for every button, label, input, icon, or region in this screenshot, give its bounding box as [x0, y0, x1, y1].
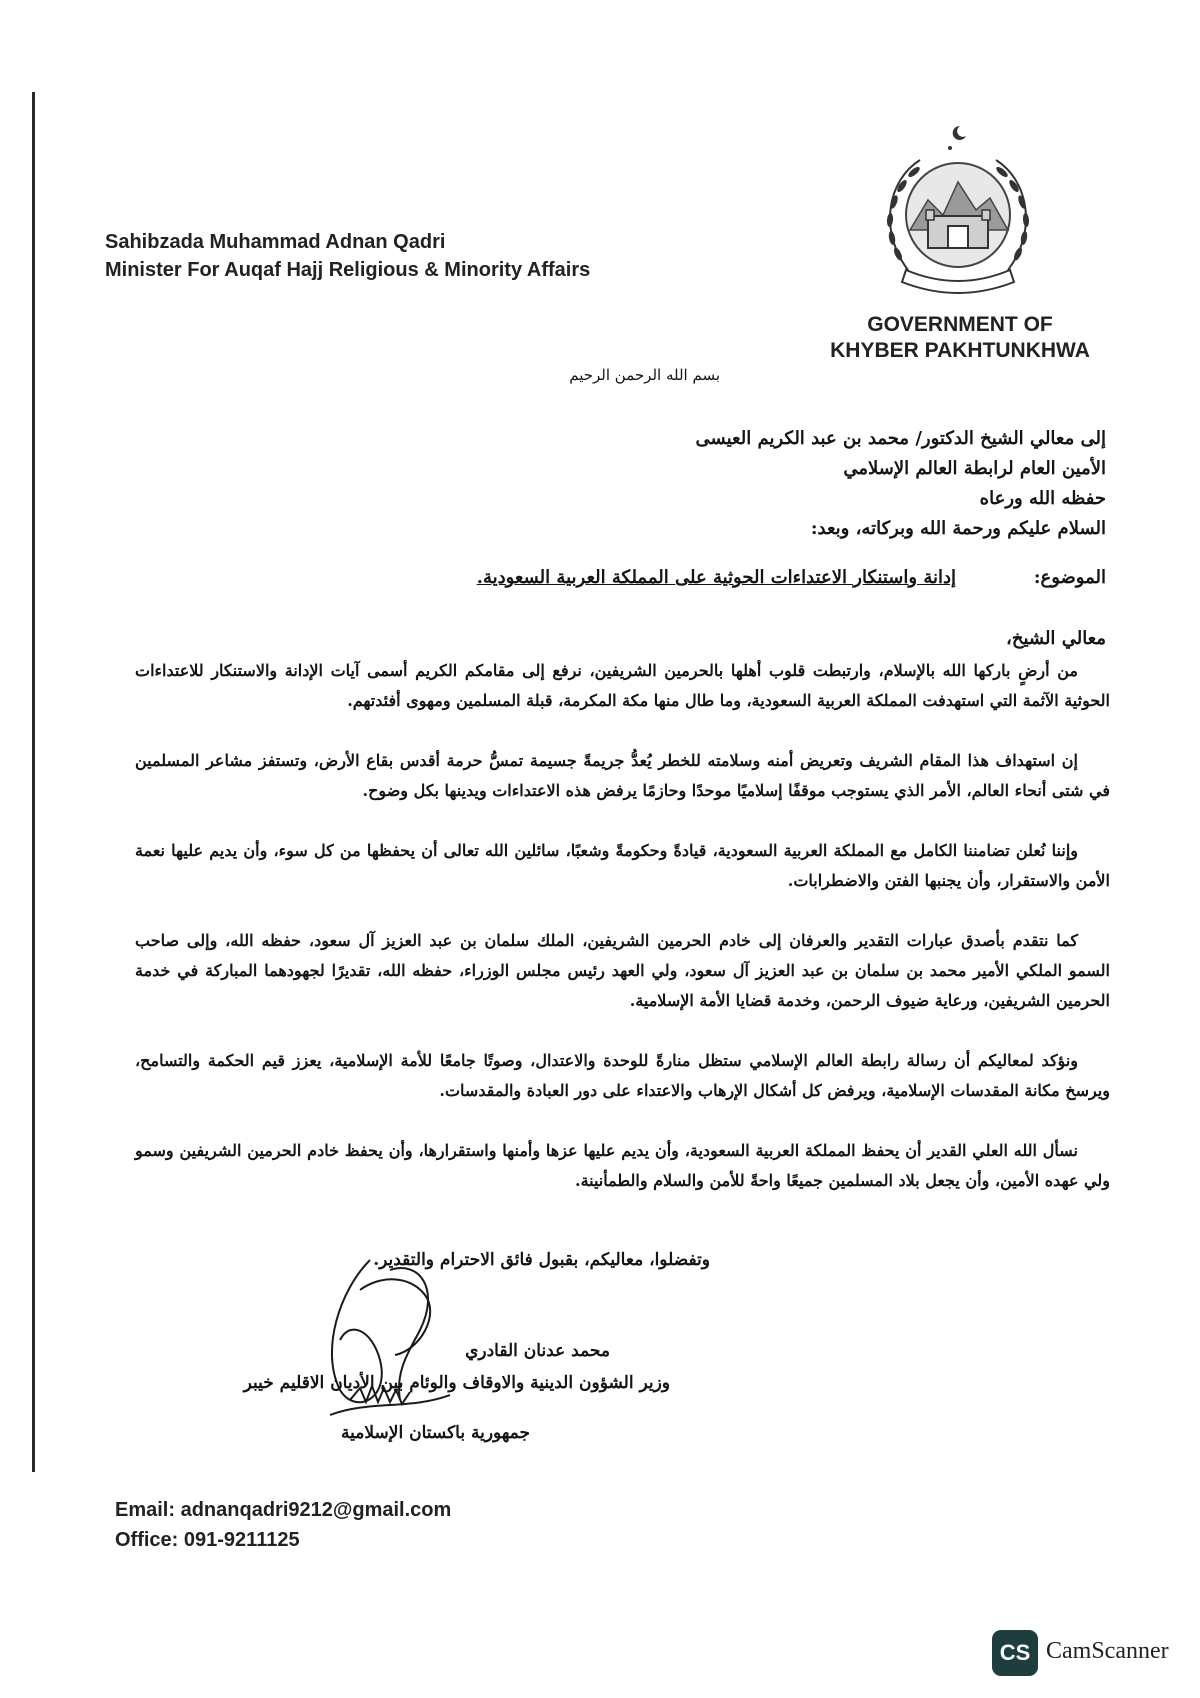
signatory-country: جمهورية باكستان الإسلامية	[341, 1423, 530, 1443]
page-edge-line	[32, 92, 35, 1472]
contact-office: Office: 091-9211125	[115, 1529, 300, 1551]
subject-label: الموضوع:	[1033, 567, 1106, 588]
subject-text: إدانة واستنكار الاعتداءات الحوثية على المملكة العربية السعودية.	[476, 567, 956, 588]
address-line-4: السلام عليكم ورحمة الله وبركاته، وبعد:	[810, 518, 1106, 539]
body-paragraph-6: نسأل الله العلي القدير أن يحفظ المملكة العربية السعودية، وأن يديم عليها عزها وأمنها واستقرارها، وأن يحفظ خادم الحرمين الشريفين وسمو ولي عهده الأمين، وأن يجعل بلاد المسلمين جميعًا واحةً للأمن والسلام والطمأنينة.	[135, 1141, 1110, 1190]
sender-header	[105, 228, 590, 284]
camscanner-label: CamScanner	[1046, 1638, 1169, 1664]
address-line-3: حفظه الله ورعاه	[979, 488, 1106, 509]
camscanner-logo-icon: CS	[992, 1630, 1038, 1676]
closing-line: وتفضلوا، معاليكم، بقبول فائق الاحترام والتقدير.	[373, 1250, 710, 1270]
letter-body	[135, 656, 1110, 1226]
sender-title: Minister For Auqaf Hajj Religious & Minority Affairs	[105, 259, 591, 281]
body-paragraph-3: وإننا نُعلن تضامننا الكامل مع المملكة العربية السعودية، قيادةً وحكومةً وشعبًا، سائلين الله تعالى أن يحفظها من كل سوء، وأن يديم عليها نعمة الأمن والاستقرار، وأن يجنبها الفتن والاضطرابات.	[135, 841, 1110, 890]
signatory-title: وزير الشؤون الدينية والاوقاف والوئام بين الأديان الاقليم خيبر	[243, 1373, 670, 1393]
body-paragraph-2: إن استهداف هذا المقام الشريف وتعريض أمنه وسلامته للخطر يُعدُّ جريمةً جسيمة تمسُّ حرمة أقدس بقاع الأرض، وتستفز مشاعر المسلمين في شتى أنحاء العالم، الأمر الذي يستوجب موقفًا إسلاميًا موحدًا وحازمًا يرفض هذه الاعتداءات ويدينها بكل وضوح.	[135, 751, 1110, 800]
signatory-name: محمد عدنان القادري	[465, 1341, 610, 1361]
emblem-icon	[868, 120, 1048, 305]
address-line-2: الأمين العام لرابطة العالم الإسلامي	[843, 458, 1106, 479]
body-paragraph-5: ونؤكد لمعاليكم أن رسالة رابطة العالم الإسلامي ستظل منارةً للوحدة والاعتدال، وصوتًا جامعًا للأمة الإسلامية، يعزز قيم الحكمة والتسامح، ويرسخ مكانة المقدسات الإسلامية، ويرفض كل أشكال الإرهاب والاعتداء على دور العبادة والمقدسات.	[135, 1051, 1110, 1100]
recipient-address	[206, 424, 1106, 544]
subject-line	[206, 567, 1106, 588]
salutation: معالي الشيخ،	[1006, 628, 1106, 649]
sender-name: Sahibzada Muhammad Adnan Qadri	[105, 231, 446, 253]
body-paragraph-4: كما نتقدم بأصدق عبارات التقدير والعرفان إلى خادم الحرمين الشريفين، الملك سلمان بن عبد العزيز آل سعود، حفظه الله، وإلى صاحب السمو الملكي الأمير محمد بن سلمان بن عبد العزيز آل سعود، ولي العهد رئيس مجلس الوزراء، حفظه الله، تقديرًا لجهودهما المباركة في خدمة الحرمين الشريفين، ورعاية ضيوف الرحمن، وخدمة قضايا الأمة الإسلامية.	[135, 931, 1110, 1010]
contact-info	[115, 1495, 451, 1555]
address-line-1: إلى معالي الشيخ الدكتور/ محمد بن عبد الكريم العيسى	[695, 428, 1106, 449]
government-line-1: GOVERNMENT OF	[867, 313, 1053, 336]
bismillah-calligraphy: بسم الله الرحمن الرحيم	[569, 366, 720, 384]
body-paragraph-1: من أرضٍ باركها الله بالإسلام، وارتبطت قلوب أهلها بالحرمين الشريفين، نرفع إلى مقامكم الكريم أسمى آيات الإدانة والاستنكار للاعتداءات الحوثية الآثمة التي استهدفت المملكة العربية السعودية، وما طال منها مكة المكرمة، قبلة المسلمين ومهوى أفئدتهم.	[135, 661, 1110, 710]
contact-email: Email: adnanqadri9212@gmail.com	[115, 1499, 452, 1521]
government-title	[810, 312, 1110, 364]
government-line-2: KHYBER PAKHTUNKHWA	[830, 339, 1090, 362]
signature-block	[150, 1335, 670, 1449]
